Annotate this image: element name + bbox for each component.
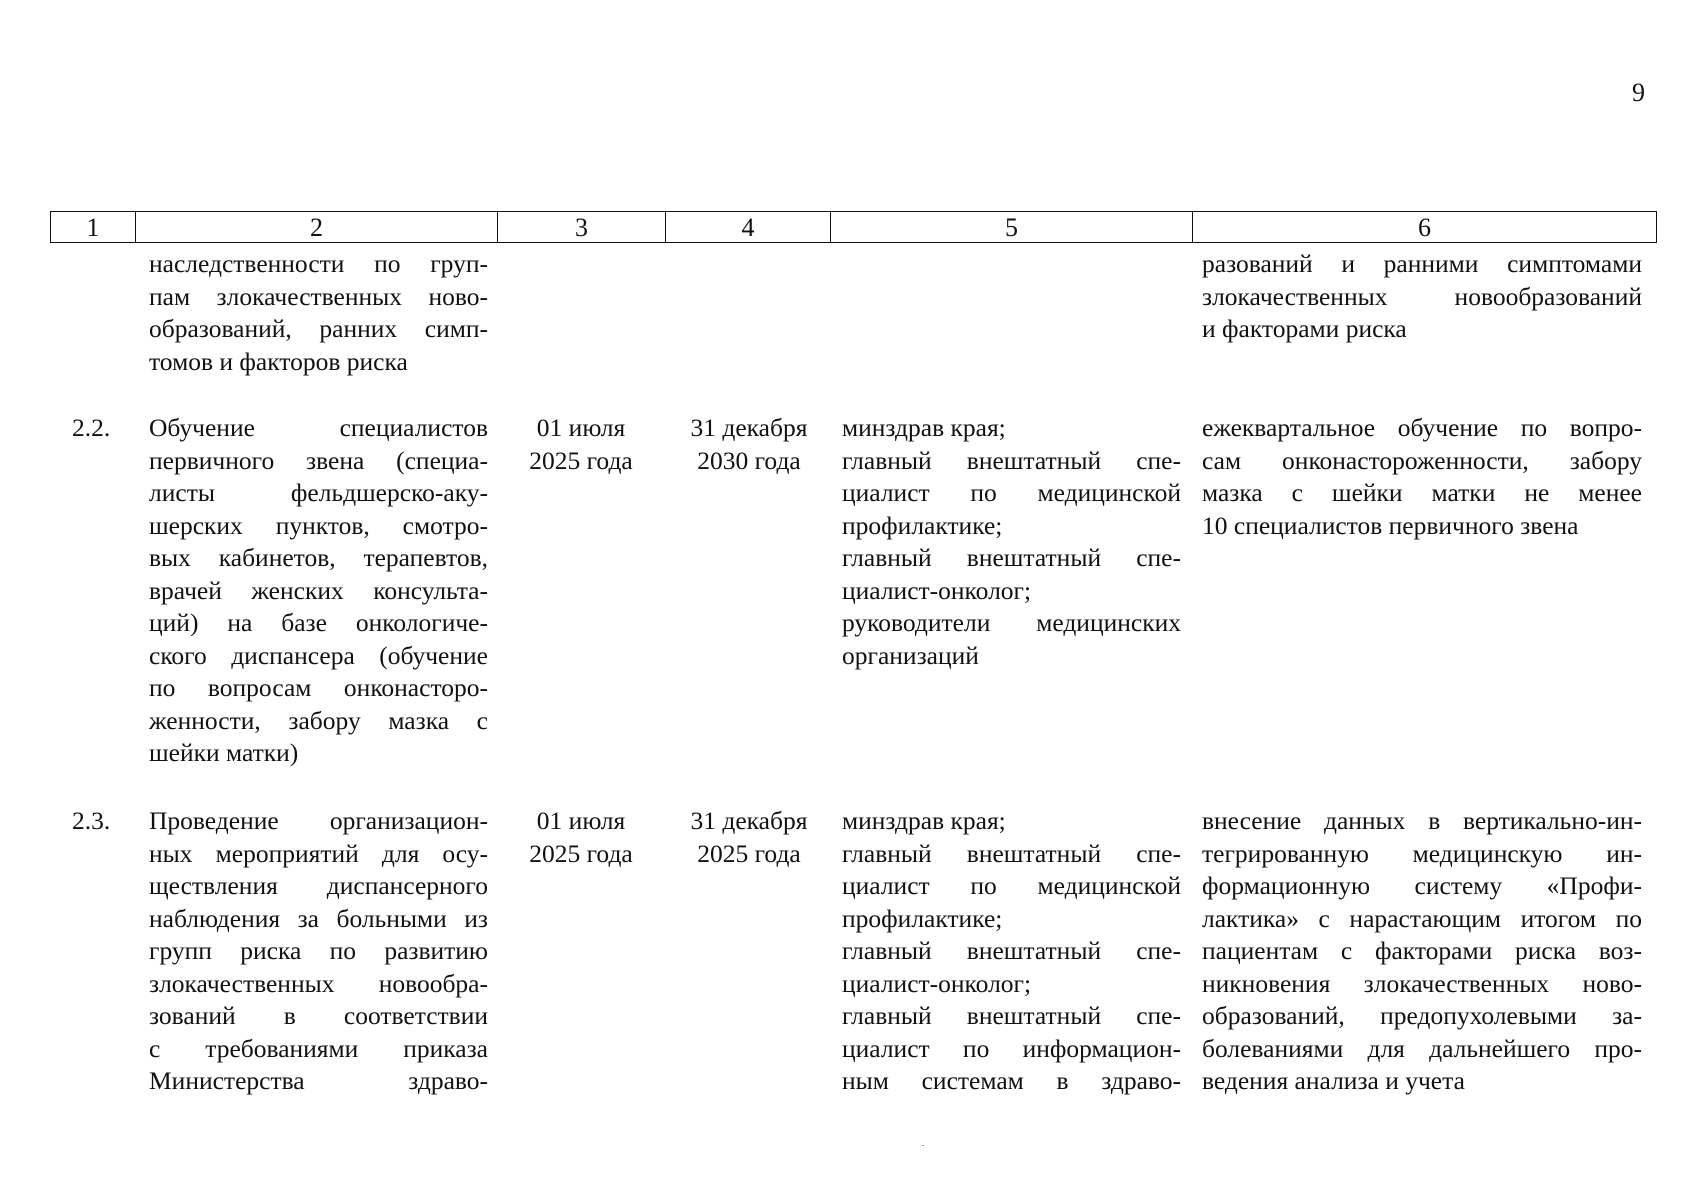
row-number: 2.3. [72,806,111,835]
column-header-4: 4 [666,212,831,243]
column-header-6: 6 [1193,212,1657,243]
row-activity [149,412,488,770]
text-line: Обучение специалистов [149,413,488,442]
row-start-date [506,412,656,477]
text-line: пам злокачественных ново- [149,281,488,311]
page-number: 9 [1632,78,1645,107]
text-line: образований, предопухолевыми за- [1202,1001,1642,1030]
text-line: организаций [842,640,979,670]
continuation-result [1202,248,1642,346]
text-line: 31 декабря [690,806,808,835]
text-line: ведения анализа и учета [1202,1066,1465,1095]
text-line: шейки матки) [149,738,299,767]
text-line: лактика» с нарастающим итогом по [1202,903,1642,933]
text-line: злокачественных новообра- [149,968,488,998]
text-line: вых кабинетов, терапевтов, [149,543,488,572]
text-line: циалист-онколог; [842,575,1032,605]
column-header-5: 5 [831,212,1193,243]
text-line: по вопросам онконасторо- [149,673,488,702]
text-line: разований и ранними симптомами [1202,249,1642,278]
text-line: болеваниями для дальнейшего про- [1202,1033,1642,1063]
text-line: Министерства здраво- [149,1066,488,1095]
text-line: главный внештатный спе- [842,1001,1181,1030]
text-line: групп риска по развитию [149,936,488,965]
text-line: шерских пунктов, смотро- [149,510,488,540]
text-line: зований в соответствии [149,1001,488,1030]
row-responsible [842,412,1181,672]
text-line: циалист по медицинской [842,478,1181,507]
text-line: томов и факторов риска [149,346,408,376]
column-header-table [50,211,1657,243]
text-line: 01 июля [536,806,626,835]
text-line: женности, забору мазка с [149,705,488,735]
column-header-row [51,212,1657,243]
text-line: циалист по медицинской [842,871,1181,900]
text-line: 2030 года [697,445,801,475]
text-line: листы фельдшерско-аку- [149,478,488,507]
text-line: главный внештатный спе- [842,445,1181,475]
text-line: минздрав края; [842,806,1006,835]
text-line: 2025 года [529,445,633,475]
text-line: ежеквартальное обучение по вопро- [1202,413,1642,442]
text-line: сам онконастороженности, забору [1202,445,1642,475]
text-line: врачей женских консульта- [149,575,488,605]
text-line: 2025 года [697,838,801,868]
text-line: Проведение организацион- [149,806,488,835]
row-end-date [672,805,826,870]
text-line: ций) на базе онкологиче- [149,608,488,637]
text-line: главный внештатный спе- [842,936,1181,965]
text-line: главный внештатный спе- [842,838,1181,868]
text-line: никновения злокачественных ново- [1202,968,1642,998]
text-line: ского диспансера (обучение [149,640,488,670]
row-result [1202,805,1642,1098]
text-line: руководители медицинских [842,608,1181,637]
row-result [1202,412,1642,542]
text-line: образований, ранних симп- [149,314,488,343]
text-line: 31 декабря [690,413,808,442]
text-line: пациентам с факторами риска воз- [1202,936,1642,965]
text-line: злокачественных новообразований [1202,281,1642,311]
row-responsible [842,805,1181,1098]
row-activity [149,805,488,1098]
row-start-date [506,805,656,870]
text-line: с требованиями приказа [149,1033,488,1063]
text-line: ществления диспансерного [149,871,488,900]
text-line: профилактике; [842,903,1003,933]
text-line: минздрав края; [842,413,1006,442]
text-line: мазка с шейки матки не менее [1202,478,1642,507]
row-end-date [672,412,826,477]
text-line: ным системам в здраво- [842,1066,1181,1095]
text-line: 10 специалистов первичного звена [1202,510,1579,540]
column-header-2: 2 [136,212,498,243]
text-line: циалист-онколог; [842,968,1032,998]
text-line: 2025 года [529,838,633,868]
continuation-description [149,248,488,378]
scan-speck [922,1145,924,1146]
text-line: наследственности по груп- [149,249,488,278]
column-header-1: 1 [51,212,136,243]
text-line: главный внештатный спе- [842,543,1181,572]
text-line: ных мероприятий для осу- [149,838,488,868]
text-line: циалист по информацион- [842,1033,1181,1063]
column-header-3: 3 [498,212,666,243]
text-line: формационную систему «Профи- [1202,871,1642,900]
text-line: внесение данных в вертикально-ин- [1202,806,1642,835]
text-line: первичного звена (специа- [149,445,488,475]
text-line: наблюдения за больными из [149,903,488,933]
text-line: профилактике; [842,510,1003,540]
text-line: тегрированную медицинскую ин- [1202,838,1642,868]
text-line: 01 июля [536,413,626,442]
text-line: и факторами риска [1202,314,1407,343]
row-number: 2.2. [72,413,111,442]
